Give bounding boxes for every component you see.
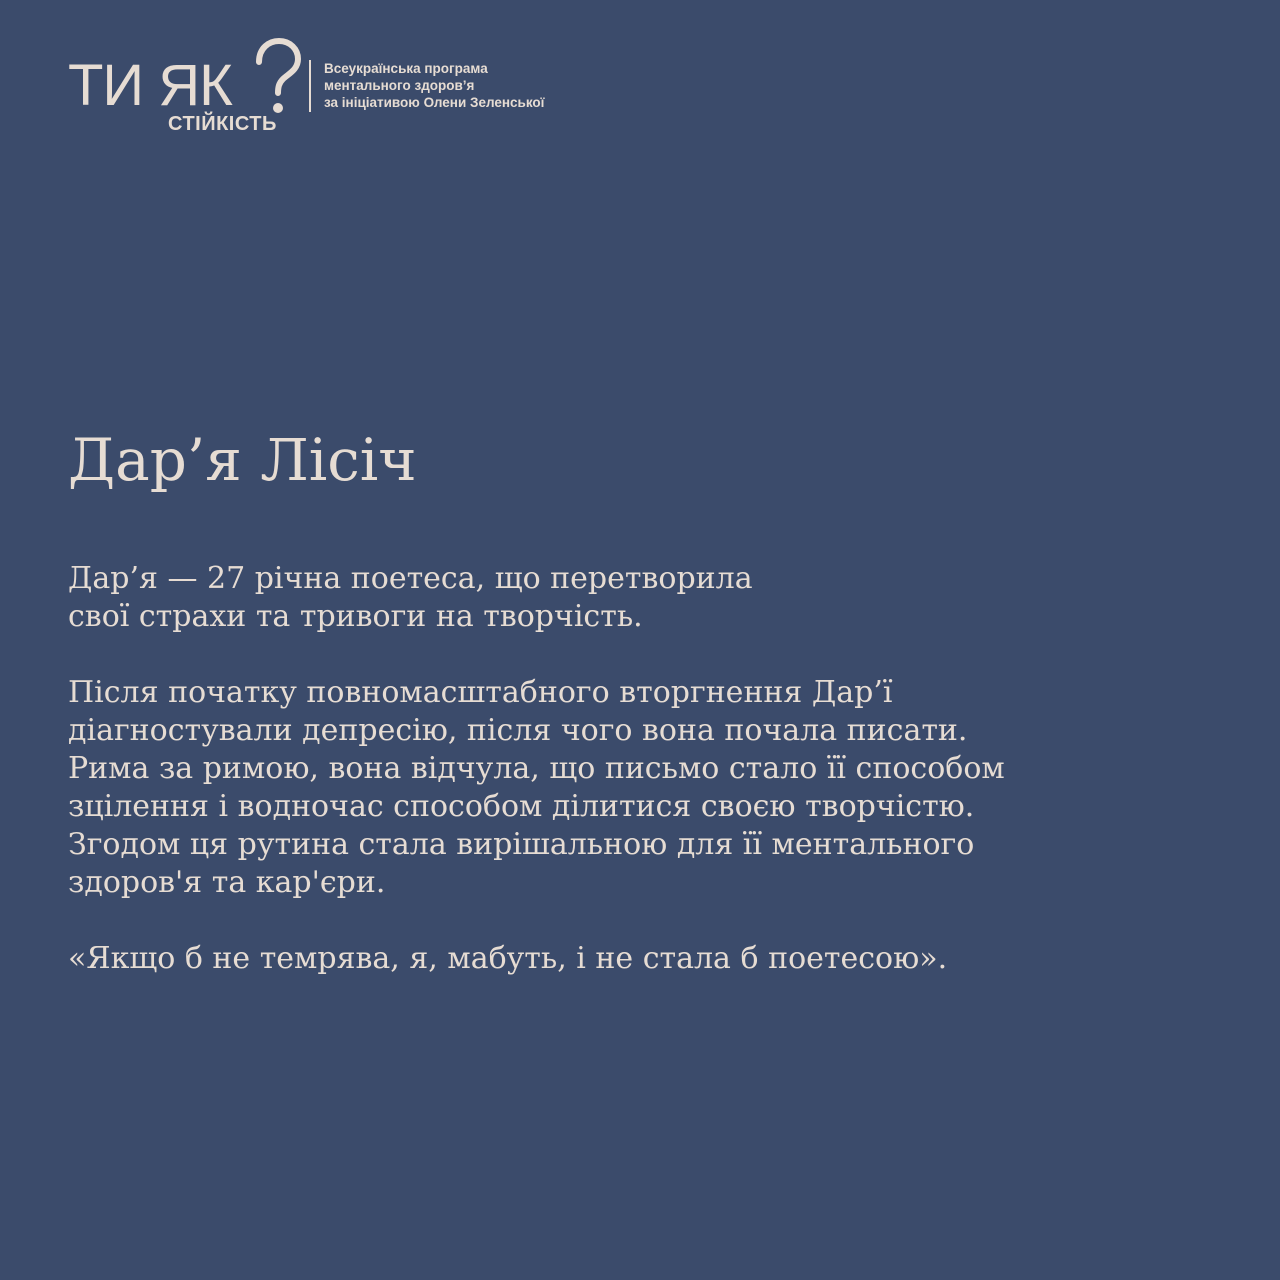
logo-mark bbox=[68, 38, 308, 138]
quote-paragraph bbox=[68, 940, 1188, 978]
text-line: здоров'я та кар'єри. bbox=[68, 865, 386, 900]
logo-wordmark: ТИ ЯК bbox=[68, 53, 232, 118]
logo-tagline bbox=[324, 60, 544, 111]
text-line: Після початку повномасштабного вторгнення Дар’ї bbox=[68, 675, 893, 710]
person-name-heading: Дар’я Лісіч bbox=[68, 426, 417, 494]
text-line: діагностували депресію, після чого вона почала писати. bbox=[68, 713, 968, 748]
story-text bbox=[68, 560, 1188, 978]
story-paragraph bbox=[68, 674, 1188, 902]
text-line: Згодом ця рутина стала вирішальною для її ментального bbox=[68, 827, 975, 862]
logo-subtitle: СТІЙКІСТЬ bbox=[168, 113, 277, 135]
quote-text: «Якщо б не темрява, я, мабуть, і не стала б поетесою». bbox=[68, 941, 948, 976]
tagline-line: Всеукраїнська програма bbox=[324, 61, 488, 76]
intro-paragraph bbox=[68, 560, 1188, 636]
question-mark-icon bbox=[251, 38, 301, 118]
tagline-line: ментального здоров’я bbox=[324, 78, 475, 93]
tagline-line: за ініціативою Олени Зеленської bbox=[324, 95, 545, 110]
text-line: свої страхи та тривоги на творчість. bbox=[68, 599, 643, 634]
text-line: Дар’я — 27 річна поетеса, що перетворила bbox=[68, 561, 753, 596]
text-line: Рима за римою, вона відчула, що письмо стало її способом bbox=[68, 751, 1005, 786]
brand-logo bbox=[68, 38, 628, 148]
text-line: зцілення і водночас способом ділитися своєю творчістю. bbox=[68, 789, 975, 824]
logo-divider bbox=[309, 60, 311, 112]
